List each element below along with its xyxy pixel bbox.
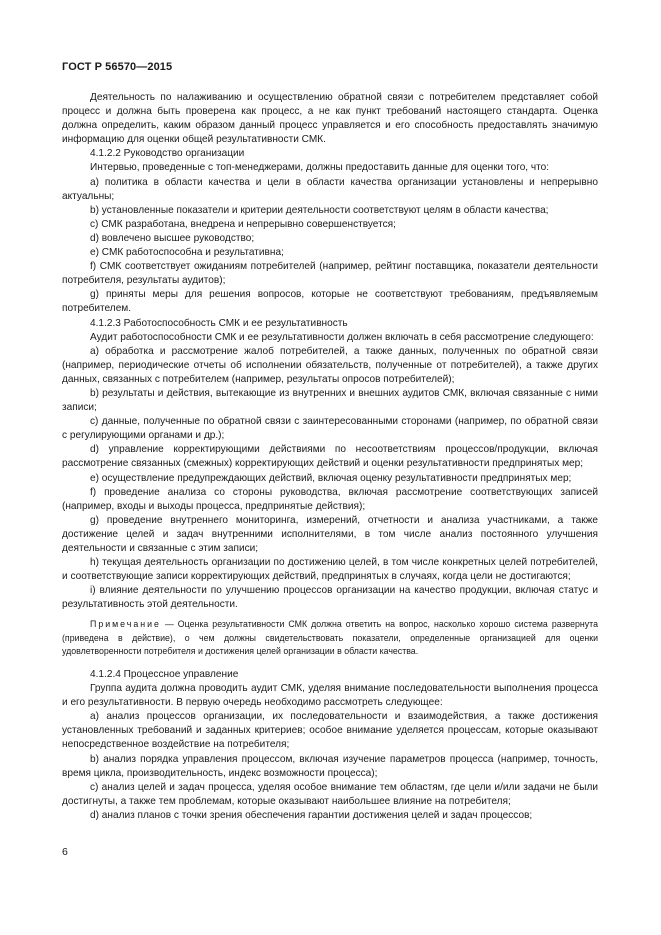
list-item: d) управление корректирующими действиями по несоответствиям процессов/продукции, включая рассмотрение связанных (смежных) корректирующих действий и оценки результативности предпринятых мер; — [62, 444, 598, 470]
list-item: b) анализ порядка управления процессом, включая изучение параметров процесса (например, точность, время цикла, производительность, индекс возможности процесса); — [62, 753, 598, 779]
document-body — [62, 91, 598, 823]
list-item: f) проведение анализа со стороны руководства, включая рассмотрение соответствующих записей (например, входы и выходы процесса, предпринятые действия); — [62, 486, 598, 512]
note-text: Оценка результативности СМК должна ответить на вопрос, насколько хорошо система развернута (приведена в действие), о чем должны свидетельствовать показатели, определенные организацией для оценки удовлетворенности потребителя и достижения целей организации в области качества. — [62, 619, 598, 657]
paragraph: Группа аудита должна проводить аудит СМК, уделяя внимание последовательности выполнения процесса и его результативности. В первую очередь необходимо рассмотреть следующее: — [62, 683, 598, 709]
list-item: d) вовлечено высшее руководство; — [90, 232, 255, 244]
list-item: i) влияние деятельности по улучшению процессов организации на качество продукции, включая статус и результативность этой деятельности. — [62, 585, 598, 611]
section-heading: 4.1.2.4 Процессное управление — [90, 668, 239, 680]
paragraph: Деятельность по налаживанию и осуществлению обратной связи с потребителем представляет собой процесс и должна быть проверена как процесс, а не как пункт требований настоящего стандарта. Оценка должна определить, каким образом данный процесс управляется и его способность предоставлять значимую информацию для оценки общей результативности СМК. — [62, 92, 598, 146]
list-item: а) обработка и рассмотрение жалоб потребителей, а также данных, полученных по обратной связи (например, периодические отчеты об исполнении обязательств, полученные от потребителей), а также других данных, связанных с потребителем (например, результаты опросов потребителей); — [62, 345, 598, 385]
list-item: с) СМК разработана, внедрена и непрерывно совершенствуется; — [90, 218, 396, 230]
section-heading: 4.1.2.2 Руководство организации — [90, 148, 245, 160]
list-item: d) анализ планов с точки зрения обеспечения гарантии достижения целей и задач процессов; — [90, 809, 533, 821]
paragraph: Аудит работоспособности СМК и ее результативности должен включать в себя рассмотрение следующего: — [90, 331, 594, 343]
list-item: g) приняты меры для решения вопросов, которые не соответствуют требованиям, предъявляемым потребителем. — [62, 289, 598, 315]
list-item: h) текущая деятельность организации по достижению целей, в том числе конкретных целей потребителей, и соответствующие записи корректирующих действий, предпринятых в случаях, когда цели не достигаются; — [62, 557, 598, 583]
list-item: с) данные, полученные по обратной связи с заинтересованными сторонами (например, по обратной связи с регулирующими органами и др.); — [62, 416, 598, 442]
list-item: а) анализ процессов организации, их последовательности и взаимодействия, а также достижения установленных требований и заданных критериев; особое внимание уделяется процессам, которые оказывают непосредственное воздействие на потребителя; — [62, 711, 598, 751]
document-header: ГОСТ Р 56570—2015 — [62, 61, 173, 73]
list-item: е) осуществление предупреждающих действий, включая оценку результативности предпринятых мер; — [90, 472, 572, 484]
note — [62, 618, 598, 659]
page-number: 6 — [62, 846, 68, 858]
paragraph: Интервью, проведенные с топ-менеджерами, должны предоставить данные для оценки того, что: — [90, 162, 550, 174]
list-item: а) политика в области качества и цели в области качества организации установлены и непрерывно актуальны; — [62, 176, 598, 202]
list-item: f) СМК соответствует ожиданиям потребителей (например, рейтинг поставщика, показатели деятельности потребителя, результаты аудитов); — [62, 261, 598, 287]
list-item: b) результаты и действия, вытекающие из внутренних и внешних аудитов СМК, включая связанные с ними записи; — [62, 387, 598, 414]
note-dash: — — [160, 619, 178, 630]
list-item: g) проведение внутреннего мониторинга, измерений, отчетности и анализа участниками, а также достижение целей и задач внутренними исполнителями, в том числе анализ постоянного улучшения деятельности и связанные с этим записи; — [62, 514, 598, 554]
section-heading: 4.1.2.3 Работоспособность СМК и ее результативность — [90, 317, 348, 329]
list-item: е) СМК работоспособна и результативна; — [90, 247, 284, 259]
list-item: с) анализ целей и задач процесса, уделяя особое внимание тем областям, где цели и/или задачи не были достигнуты, а также тем проблемам, которые оказывают наибольшее влияние на потребителя; — [62, 781, 598, 807]
list-item: b) установленные показатели и критерии деятельности соответствуют целям в области качества; — [90, 204, 549, 216]
note-label: Примечание — [90, 619, 161, 630]
